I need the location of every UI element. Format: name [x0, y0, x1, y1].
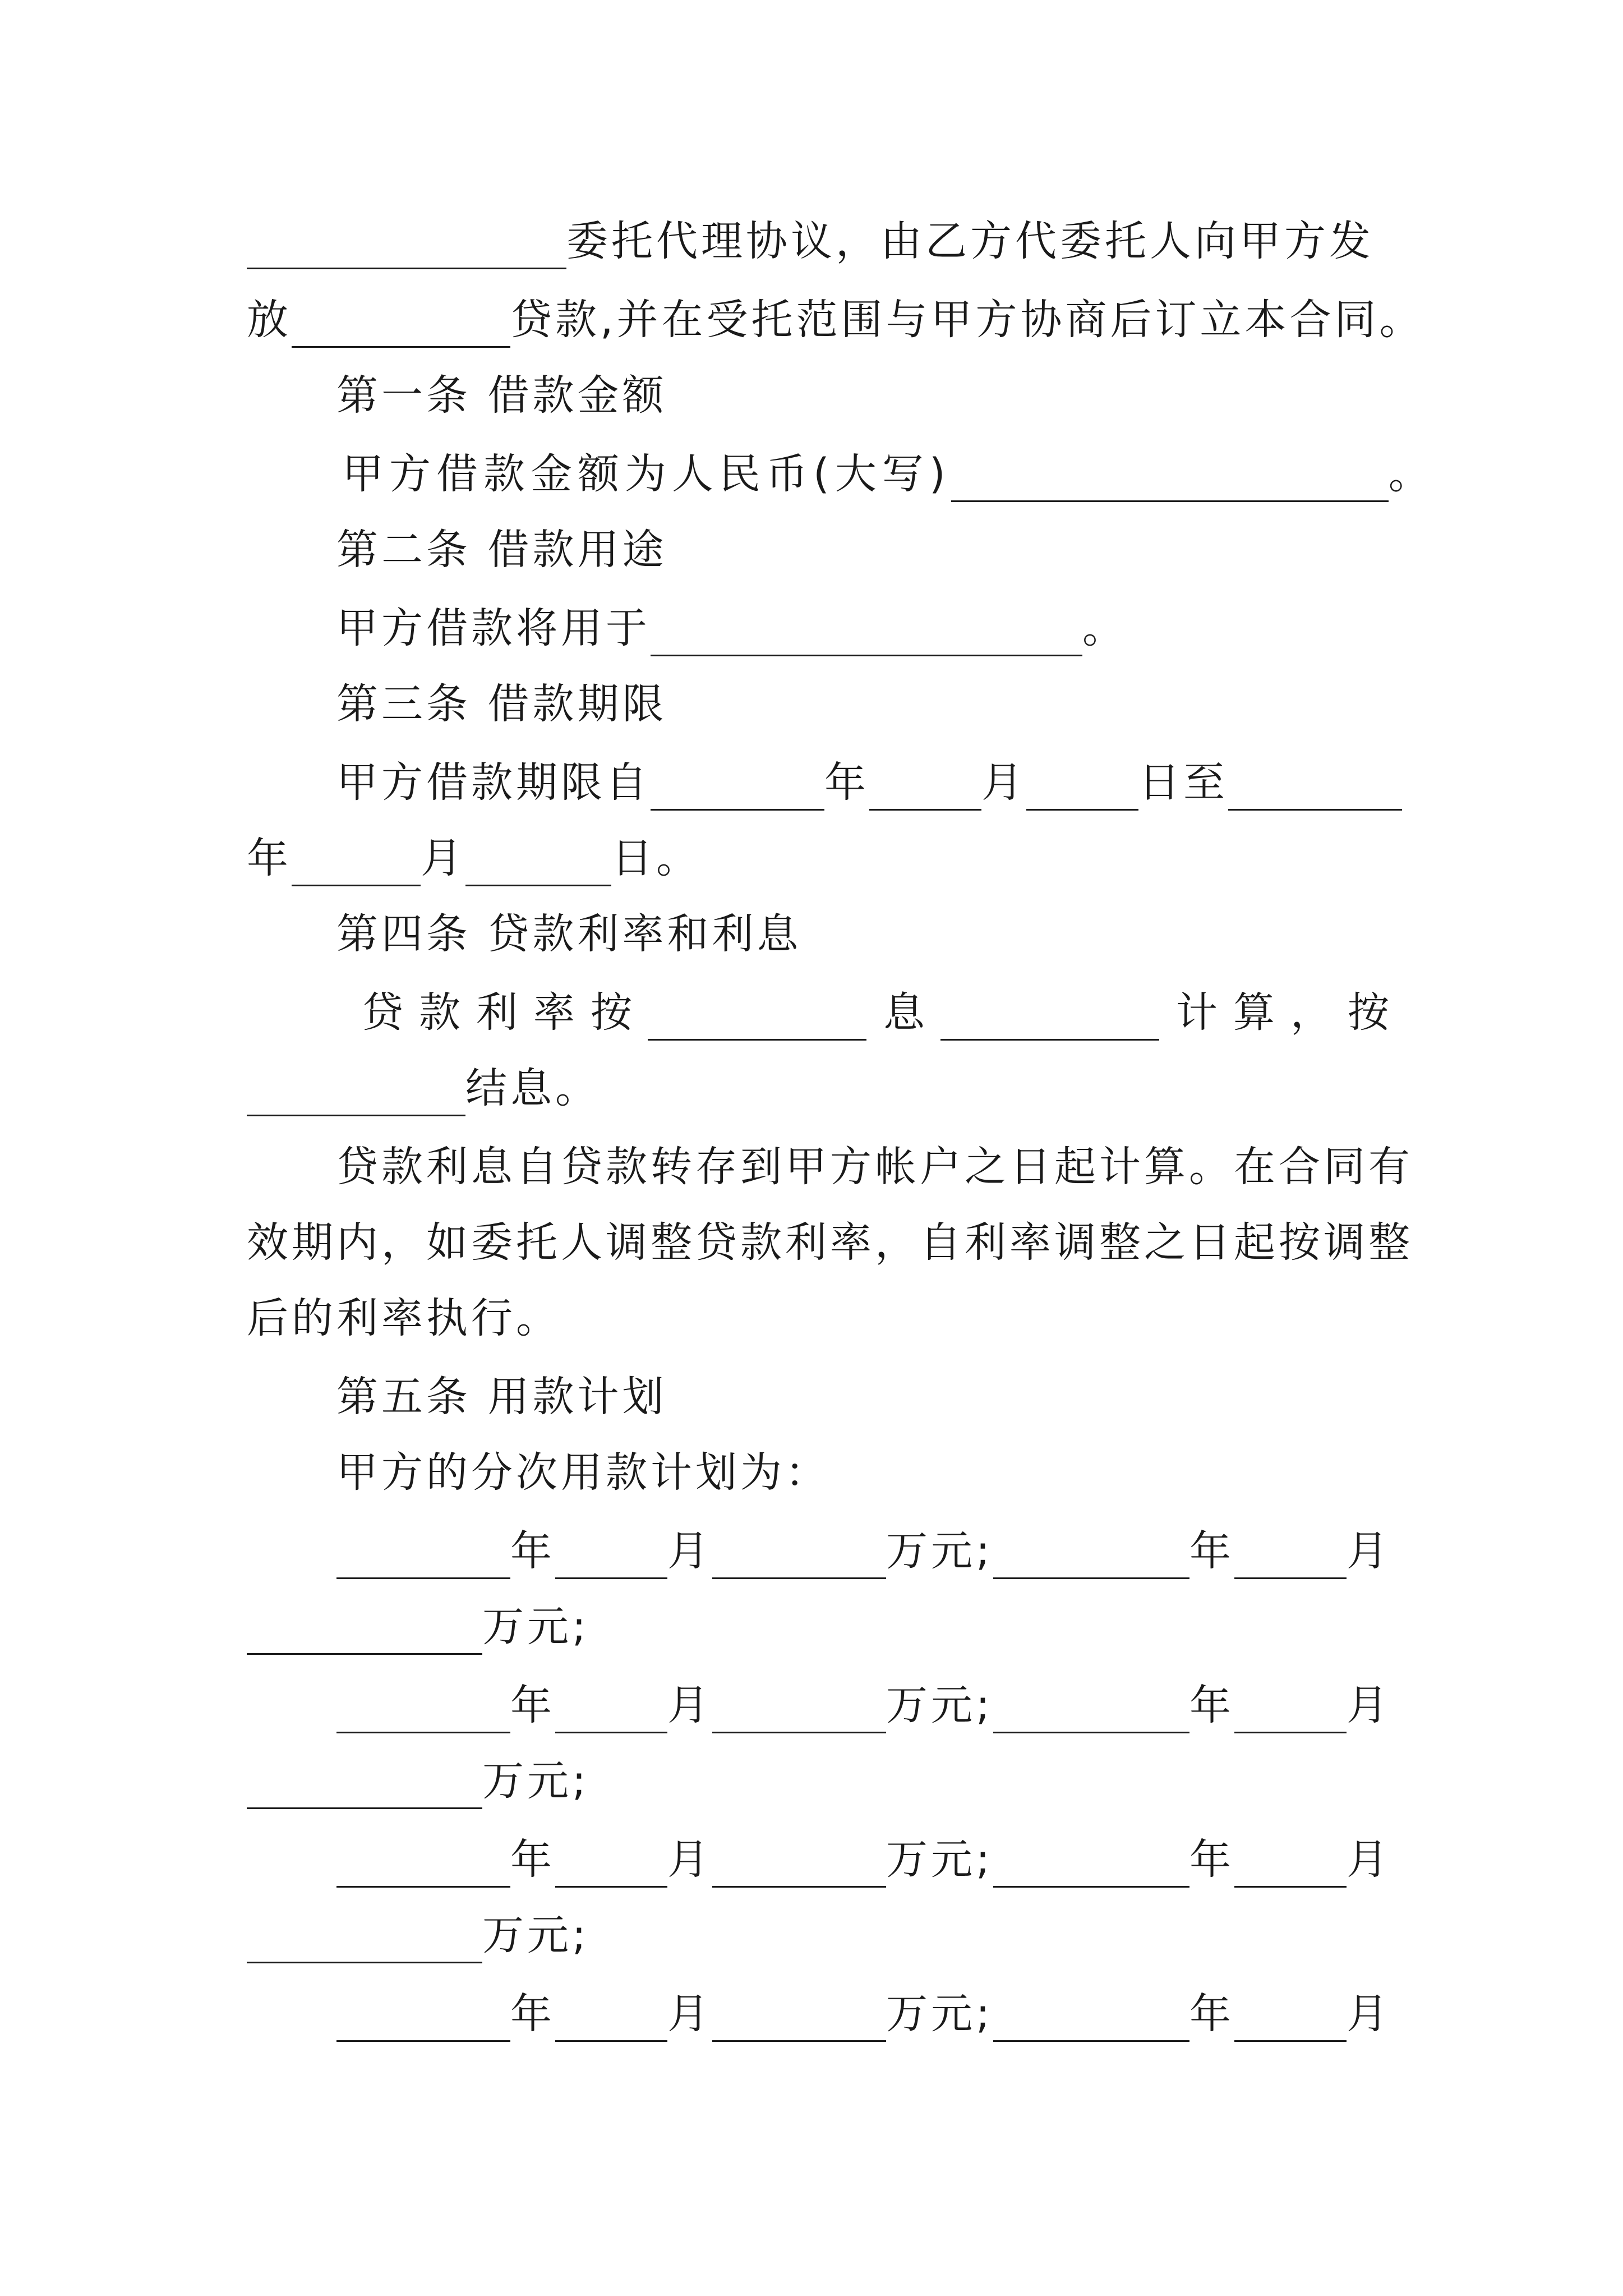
article-5-title — [336, 1369, 667, 1425]
amount-label: 万元; — [482, 1911, 589, 1959]
end-year-field[interactable] — [1228, 765, 1402, 811]
year-label: 年 — [510, 1681, 555, 1729]
plan-row-3b — [247, 1907, 589, 1963]
loan-purpose-field[interactable] — [651, 611, 1082, 656]
year-label: 年 — [1189, 1681, 1234, 1729]
plan-month-field[interactable] — [555, 1842, 667, 1888]
year-label: 年 — [510, 1527, 555, 1575]
plan-year-field[interactable] — [336, 1534, 510, 1579]
plan-month-field[interactable] — [1234, 1996, 1347, 2042]
month-label: 月 — [421, 834, 465, 882]
month-label: 月 — [1346, 1681, 1391, 1729]
blank-field[interactable] — [292, 302, 510, 348]
year-label: 年 — [1189, 1990, 1234, 2038]
article-3-heading: 第三条 借款期限 — [336, 680, 667, 728]
article-3-body-1 — [336, 754, 1402, 811]
article-2-heading: 第二条 借款用途 — [336, 526, 667, 574]
rate-text-end: 计算，按 — [1176, 988, 1405, 1037]
amount-label: 万元; — [482, 1757, 589, 1805]
article-4-para-3 — [247, 1290, 561, 1346]
year-label: 年 — [824, 758, 869, 807]
article-5-heading: 第五条 用款计划 — [336, 1373, 667, 1421]
plan-month-field[interactable] — [1234, 1534, 1347, 1579]
article-4-rate-line — [362, 984, 1405, 1041]
year-label: 年 — [1189, 1527, 1234, 1575]
month-label: 月 — [667, 1835, 712, 1884]
intro-text-2a: 放 — [247, 296, 292, 344]
article-1-title — [336, 367, 667, 424]
plan-year-field[interactable] — [993, 1534, 1189, 1579]
amount-label: 万元; — [886, 1527, 993, 1575]
month-label: 月 — [1346, 1990, 1391, 2038]
intro-line-2 — [247, 292, 1424, 348]
plan-year-field[interactable] — [336, 1688, 510, 1733]
plan-year-field[interactable] — [993, 1996, 1189, 2042]
paragraph-text: 效期内，如委托人调整贷款利率，自利率调整之日起按调整 — [247, 1218, 1413, 1267]
settle-text: 结息。 — [465, 1064, 600, 1112]
article-2-end: 。 — [1082, 604, 1127, 652]
year-label: 年 — [247, 834, 292, 882]
intro-text-2b: 贷款,并在受托范围与甲方协商后订立本合同。 — [510, 296, 1424, 344]
plan-row-3a — [336, 1832, 1391, 1888]
plan-month-field[interactable] — [555, 1996, 667, 2042]
start-day-field[interactable] — [1026, 765, 1138, 811]
plan-amount-field[interactable] — [247, 1764, 482, 1809]
plan-amount-field[interactable] — [247, 1918, 482, 1963]
article-5-body — [336, 1444, 830, 1501]
day-label: 日。 — [611, 834, 701, 882]
month-label: 月 — [1346, 1527, 1391, 1575]
day-to-label: 日至 — [1138, 758, 1228, 807]
article-4-para-1 — [336, 1139, 1413, 1195]
month-label: 月 — [667, 1681, 712, 1729]
rate-value-field[interactable] — [940, 995, 1159, 1041]
plan-month-field[interactable] — [1234, 1842, 1347, 1888]
rate-text-start: 贷款利率按 — [362, 988, 648, 1037]
plan-year-field[interactable] — [336, 1996, 510, 2042]
article-2-body — [336, 600, 1127, 656]
article-1-body — [342, 446, 1436, 502]
plan-amount-field[interactable] — [712, 1688, 886, 1733]
settle-period-field[interactable] — [247, 1071, 465, 1116]
article-4-para-2 — [247, 1214, 1413, 1271]
amount-label: 万元; — [886, 1835, 993, 1884]
rate-type-field[interactable] — [648, 995, 866, 1041]
paragraph-text: 贷款利息自贷款转存到甲方帐户之日起计算。在合同有 — [336, 1143, 1413, 1191]
plan-month-field[interactable] — [555, 1534, 667, 1579]
plan-amount-field[interactable] — [712, 1842, 886, 1888]
article-4-title — [336, 906, 802, 962]
article-1-text: 甲方借款金额为人民币(大写) — [342, 450, 951, 498]
loan-amount-field[interactable] — [951, 457, 1389, 502]
plan-amount-field[interactable] — [712, 1996, 886, 2042]
article-4-settle-line — [247, 1060, 600, 1116]
year-label: 年 — [510, 1990, 555, 2038]
intro-text-1: 委托代理协议，由乙方代委托人向甲方发 — [566, 217, 1374, 265]
amount-label: 万元; — [886, 1681, 993, 1729]
article-3-body-2 — [247, 830, 701, 886]
plan-row-4a — [336, 1986, 1391, 2042]
article-4-heading: 第四条 贷款利率和利息 — [336, 910, 802, 958]
paragraph-text: 后的利率执行。 — [247, 1294, 561, 1342]
plan-month-field[interactable] — [1234, 1688, 1347, 1733]
plan-amount-field[interactable] — [247, 1609, 482, 1655]
amount-label: 万元; — [482, 1603, 589, 1651]
start-month-field[interactable] — [869, 765, 981, 811]
plan-month-field[interactable] — [555, 1688, 667, 1733]
plan-year-field[interactable] — [336, 1842, 510, 1888]
plan-amount-field[interactable] — [712, 1534, 886, 1579]
article-1-end: 。 — [1388, 450, 1436, 498]
article-2-title — [336, 522, 667, 578]
month-label: 月 — [667, 1990, 712, 2038]
plan-year-field[interactable] — [993, 1688, 1189, 1733]
month-label: 月 — [667, 1527, 712, 1575]
article-3-text: 甲方借款期限自 — [336, 758, 651, 807]
year-label: 年 — [1189, 1835, 1234, 1884]
plan-row-1a — [336, 1523, 1391, 1579]
plan-row-2a — [336, 1677, 1391, 1733]
plan-row-2b — [247, 1753, 589, 1809]
plan-year-field[interactable] — [993, 1842, 1189, 1888]
month-label: 月 — [981, 758, 1026, 807]
plan-row-1b — [247, 1599, 589, 1655]
blank-field[interactable] — [247, 224, 566, 269]
intro-line-1 — [247, 213, 1374, 269]
end-month-field[interactable] — [292, 841, 421, 886]
amount-label: 万元; — [886, 1990, 993, 2038]
article-5-text: 甲方的分次用款计划为： — [336, 1448, 830, 1497]
month-label: 月 — [1346, 1835, 1391, 1884]
year-label: 年 — [510, 1835, 555, 1884]
article-3-title — [336, 676, 667, 732]
article-2-text: 甲方借款将用于 — [336, 604, 651, 652]
article-1-heading: 第一条 借款金额 — [336, 371, 667, 420]
rate-text-mid: 息 — [883, 988, 940, 1037]
start-year-field[interactable] — [651, 765, 824, 811]
end-day-field[interactable] — [465, 841, 611, 886]
